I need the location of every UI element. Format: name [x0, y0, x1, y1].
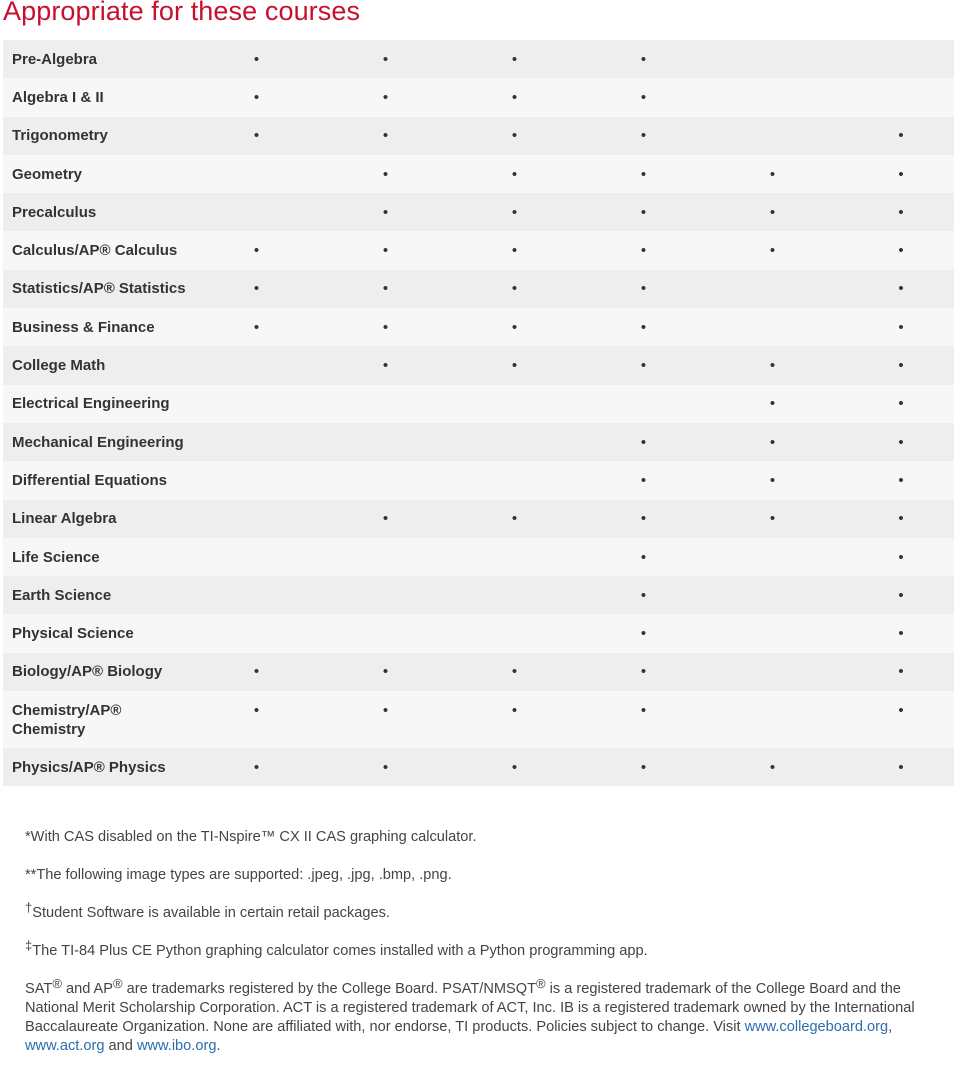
act-link[interactable]: www.act.org — [25, 1038, 105, 1054]
compat-cell — [321, 614, 450, 652]
table-row — [3, 385, 954, 423]
compat-cell — [321, 538, 450, 576]
compat-cell — [192, 308, 321, 346]
compat-cell — [708, 78, 837, 116]
bullet-mark: • — [640, 758, 647, 776]
compat-cell — [192, 155, 321, 193]
bullet-mark: • — [511, 88, 518, 106]
bullet-mark: • — [253, 50, 260, 68]
compat-cell — [192, 231, 321, 269]
bullet-mark: • — [898, 586, 904, 604]
compat-cell — [450, 40, 579, 78]
compat-cell — [579, 40, 708, 78]
footnote-student-software — [25, 900, 953, 923]
footnote-image-types: **The following image types are supported: .jpeg, .jpg, .bmp, .png. — [25, 867, 452, 883]
bullet-mark: • — [898, 318, 904, 336]
bullet-mark: • — [640, 88, 647, 106]
compat-cell — [837, 653, 954, 691]
compat-cell — [579, 423, 708, 461]
bullet-mark: • — [511, 758, 518, 776]
course-name-line: Chemistry/AP® — [12, 701, 122, 719]
bullet-mark: • — [382, 280, 389, 298]
course-name-line: Chemistry — [12, 720, 86, 738]
compat-cell — [708, 308, 837, 346]
bullet-mark: • — [253, 318, 260, 336]
compat-cell — [579, 117, 708, 155]
bullet-mark: • — [769, 433, 776, 451]
table-row — [3, 691, 954, 748]
compat-cell — [450, 346, 579, 384]
compat-cell — [579, 691, 708, 748]
course-name: Electrical Engineering — [12, 395, 170, 413]
compat-cell — [450, 461, 579, 499]
bullet-mark: • — [640, 127, 647, 145]
tm-part3: are trademarks registered by the College Board. PSAT/NMSQT — [122, 981, 537, 997]
table-row — [3, 117, 954, 155]
compat-cell — [321, 78, 450, 116]
compat-cell — [579, 231, 708, 269]
compat-cell — [708, 270, 837, 308]
bullet-mark: • — [382, 203, 389, 221]
dagger-symbol: † — [25, 900, 33, 915]
bullet-mark: • — [511, 280, 518, 298]
bullet-mark: • — [511, 50, 518, 68]
tm-sep: , — [888, 1019, 893, 1035]
compat-cell — [192, 691, 321, 748]
compat-cell — [192, 461, 321, 499]
bullet-mark: • — [898, 702, 904, 720]
collegeboard-link[interactable]: www.collegeboard.org — [744, 1019, 889, 1035]
bullet-mark: • — [253, 88, 260, 106]
compat-cell — [579, 748, 708, 786]
table-row — [3, 270, 954, 308]
compat-cell — [837, 155, 954, 193]
registered-mark: ® — [52, 976, 62, 991]
tm-and: and — [104, 1038, 137, 1054]
compat-cell — [708, 117, 837, 155]
compat-cell — [321, 40, 450, 78]
table-row — [3, 155, 954, 193]
compat-cell — [837, 691, 954, 748]
course-name: Business & Finance — [12, 318, 155, 336]
compat-cell — [192, 270, 321, 308]
course-name: Geometry — [12, 165, 83, 183]
course-name: Physics/AP® Physics — [12, 758, 166, 776]
compat-cell — [579, 308, 708, 346]
bullet-mark: • — [511, 510, 518, 528]
bullet-mark: • — [898, 165, 904, 183]
compat-cell — [321, 576, 450, 614]
bullet-mark: • — [898, 242, 904, 260]
bullet-mark: • — [640, 471, 647, 489]
compat-cell — [321, 270, 450, 308]
footnote-python-text: The TI-84 Plus CE Python graphing calculator comes installed with a Python programming app. — [32, 943, 648, 959]
table-row — [3, 748, 954, 786]
compat-cell — [837, 576, 954, 614]
compat-cell — [192, 117, 321, 155]
compat-cell — [321, 231, 450, 269]
bullet-mark: • — [898, 127, 904, 145]
bullet-mark: • — [382, 318, 389, 336]
bullet-mark: • — [382, 127, 389, 145]
bullet-mark: • — [382, 663, 389, 681]
bullet-mark: • — [898, 548, 904, 566]
compat-cell — [321, 461, 450, 499]
compat-cell — [579, 576, 708, 614]
compat-cell — [450, 231, 579, 269]
compat-cell — [579, 614, 708, 652]
bullet-mark: • — [382, 510, 389, 528]
bullet-mark: • — [898, 758, 904, 776]
compat-cell — [708, 423, 837, 461]
compat-cell — [192, 614, 321, 652]
bullet-mark: • — [382, 165, 389, 183]
bullet-mark: • — [253, 663, 260, 681]
bullet-mark: • — [769, 203, 776, 221]
compat-cell — [450, 270, 579, 308]
bullet-mark: • — [898, 510, 904, 528]
compat-cell — [579, 270, 708, 308]
compat-cell — [450, 78, 579, 116]
bullet-mark: • — [382, 242, 389, 260]
compat-cell — [708, 653, 837, 691]
bullet-mark: • — [511, 663, 518, 681]
bullet-mark: • — [511, 357, 518, 375]
bullet-mark: • — [898, 433, 904, 451]
tm-part1: SAT — [25, 981, 53, 997]
compat-cell — [837, 385, 954, 423]
compat-cell — [450, 193, 579, 231]
compat-cell — [450, 691, 579, 748]
compat-cell — [837, 748, 954, 786]
course-name: Statistics/AP® Statistics — [12, 280, 186, 298]
bullet-mark: • — [898, 663, 904, 681]
course-name: Life Science — [12, 548, 100, 566]
footnotes — [25, 828, 953, 1075]
compat-cell — [579, 461, 708, 499]
bullet-mark: • — [769, 357, 776, 375]
bullet-mark: • — [511, 242, 518, 260]
compat-cell — [708, 748, 837, 786]
bullet-mark: • — [253, 758, 260, 776]
bullet-mark: • — [382, 758, 389, 776]
compat-cell — [192, 653, 321, 691]
bullet-mark: • — [511, 165, 518, 183]
section-heading: Appropriate for these courses — [3, 0, 361, 26]
compat-cell — [321, 691, 450, 748]
bullet-mark: • — [511, 203, 518, 221]
compat-cell — [450, 500, 579, 538]
bullet-mark: • — [640, 548, 647, 566]
bullet-mark: • — [382, 357, 389, 375]
bullet-mark: • — [640, 50, 647, 68]
trademark-notice — [25, 976, 953, 1056]
compat-cell — [837, 614, 954, 652]
compat-cell — [837, 270, 954, 308]
compat-cell — [579, 538, 708, 576]
compat-cell — [321, 500, 450, 538]
bullet-mark: • — [769, 395, 776, 413]
compat-cell — [579, 78, 708, 116]
bullet-mark: • — [769, 242, 776, 260]
bullet-mark: • — [253, 702, 260, 720]
registered-mark: ® — [536, 976, 546, 991]
compat-cell — [450, 538, 579, 576]
bullet-mark: • — [898, 203, 904, 221]
compat-cell — [450, 423, 579, 461]
compat-cell — [192, 78, 321, 116]
compat-cell — [837, 500, 954, 538]
course-name: Pre-Algebra — [12, 50, 98, 68]
course-table-body — [3, 40, 954, 786]
compat-cell — [321, 748, 450, 786]
course-compatibility-table — [3, 40, 954, 786]
compat-cell — [192, 538, 321, 576]
compat-cell — [708, 614, 837, 652]
compat-cell — [579, 385, 708, 423]
course-name — [3, 691, 192, 748]
bullet-mark: • — [511, 318, 518, 336]
bullet-mark: • — [640, 433, 647, 451]
table-row — [3, 346, 954, 384]
compat-cell — [450, 576, 579, 614]
table-row — [3, 423, 954, 461]
registered-mark: ® — [113, 976, 123, 991]
compat-cell — [708, 40, 837, 78]
course-name: Trigonometry — [12, 127, 108, 145]
course-name: Physical Science — [12, 625, 134, 643]
course-name: Algebra I & II — [12, 88, 104, 106]
bullet-mark: • — [511, 127, 518, 145]
compat-cell — [450, 614, 579, 652]
tm-part2: and AP — [61, 981, 114, 997]
bullet-mark: • — [640, 510, 647, 528]
bullet-mark: • — [640, 663, 647, 681]
bullet-mark: • — [382, 702, 389, 720]
table-row — [3, 308, 954, 346]
compat-cell — [708, 193, 837, 231]
compat-cell — [837, 78, 954, 116]
footnote-cas: *With CAS disabled on the TI-Nspire™ CX II CAS graphing calculator. — [25, 829, 477, 845]
bullet-mark: • — [898, 357, 904, 375]
compat-cell — [192, 748, 321, 786]
compat-cell — [708, 231, 837, 269]
table-row — [3, 40, 954, 78]
table-row — [3, 231, 954, 269]
course-name: Linear Algebra — [12, 510, 117, 528]
compat-cell — [837, 231, 954, 269]
compat-cell — [708, 691, 837, 748]
compat-cell — [450, 748, 579, 786]
compat-cell — [837, 461, 954, 499]
compat-cell — [450, 155, 579, 193]
compat-cell — [321, 308, 450, 346]
compat-cell — [708, 538, 837, 576]
compat-cell — [837, 117, 954, 155]
bullet-mark: • — [640, 586, 647, 604]
bullet-mark: • — [769, 758, 776, 776]
compat-cell — [579, 346, 708, 384]
bullet-mark: • — [898, 395, 904, 413]
table-row — [3, 614, 954, 652]
bullet-mark: • — [640, 203, 647, 221]
bullet-mark: • — [769, 510, 776, 528]
bullet-mark: • — [898, 471, 904, 489]
bullet-mark: • — [640, 625, 647, 643]
bullet-mark: • — [640, 318, 647, 336]
compat-cell — [450, 653, 579, 691]
compat-cell — [708, 576, 837, 614]
bullet-mark: • — [769, 165, 776, 183]
course-name: Biology/AP® Biology — [12, 663, 163, 681]
compat-cell — [579, 193, 708, 231]
table-row — [3, 538, 954, 576]
course-name: Precalculus — [12, 203, 97, 221]
bullet-mark: • — [898, 280, 904, 298]
course-name: College Math — [12, 357, 106, 375]
compat-cell — [321, 193, 450, 231]
tm-end: . — [216, 1038, 221, 1054]
table-row — [3, 193, 954, 231]
compat-cell — [321, 117, 450, 155]
table-row — [3, 78, 954, 116]
compat-cell — [579, 155, 708, 193]
compat-cell — [192, 40, 321, 78]
compat-cell — [192, 346, 321, 384]
bullet-mark: • — [640, 702, 647, 720]
compat-cell — [321, 653, 450, 691]
compat-cell — [837, 308, 954, 346]
compat-cell — [321, 385, 450, 423]
compat-cell — [192, 576, 321, 614]
compat-cell — [579, 500, 708, 538]
bullet-mark: • — [769, 471, 776, 489]
compat-cell — [192, 500, 321, 538]
double-dagger-symbol: ‡ — [25, 938, 33, 953]
bullet-mark: • — [640, 242, 647, 260]
compat-cell — [708, 500, 837, 538]
ibo-link[interactable]: www.ibo.org — [136, 1038, 217, 1054]
course-name: Differential Equations — [12, 471, 168, 489]
table-row — [3, 576, 954, 614]
compat-cell — [450, 308, 579, 346]
bullet-mark: • — [382, 88, 389, 106]
compat-cell — [192, 385, 321, 423]
footnote-python — [25, 938, 953, 961]
compat-cell — [837, 193, 954, 231]
compat-cell — [708, 461, 837, 499]
compat-cell — [837, 40, 954, 78]
bullet-mark: • — [640, 165, 647, 183]
compat-cell — [708, 385, 837, 423]
table-row — [3, 653, 954, 691]
course-name: Calculus/AP® Calculus — [12, 242, 178, 260]
course-name: Earth Science — [12, 586, 112, 604]
bullet-mark: • — [640, 357, 647, 375]
bullet-mark: • — [511, 702, 518, 720]
table-row — [3, 461, 954, 499]
compat-cell — [321, 346, 450, 384]
tm-part4: is a registered trademark of the College Board and the National Merit Scholarship Corporation. ACT is a registered trademark of ACT, Inc. IB is a registered trademark owned by the International Baccalaureate Organization. None are affiliated with, nor endorse, TI products. Policies subject to change. Visit — [25, 981, 915, 1035]
bullet-mark: • — [253, 280, 260, 298]
bullet-mark: • — [898, 625, 904, 643]
course-name: Mechanical Engineering — [12, 433, 184, 451]
bullet-mark: • — [253, 242, 260, 260]
compat-cell — [450, 117, 579, 155]
bullet-mark: • — [382, 50, 389, 68]
compat-cell — [837, 538, 954, 576]
compat-cell — [192, 423, 321, 461]
compat-cell — [708, 155, 837, 193]
compat-cell — [579, 653, 708, 691]
bullet-mark: • — [253, 127, 260, 145]
bullet-mark: • — [640, 280, 647, 298]
compat-cell — [321, 155, 450, 193]
compat-cell — [708, 346, 837, 384]
compat-cell — [192, 193, 321, 231]
compat-cell — [450, 385, 579, 423]
table-row — [3, 500, 954, 538]
compat-cell — [837, 346, 954, 384]
footnote-student-software-text: Student Software is available in certain retail packages. — [32, 905, 390, 921]
compat-cell — [321, 423, 450, 461]
compat-cell — [837, 423, 954, 461]
